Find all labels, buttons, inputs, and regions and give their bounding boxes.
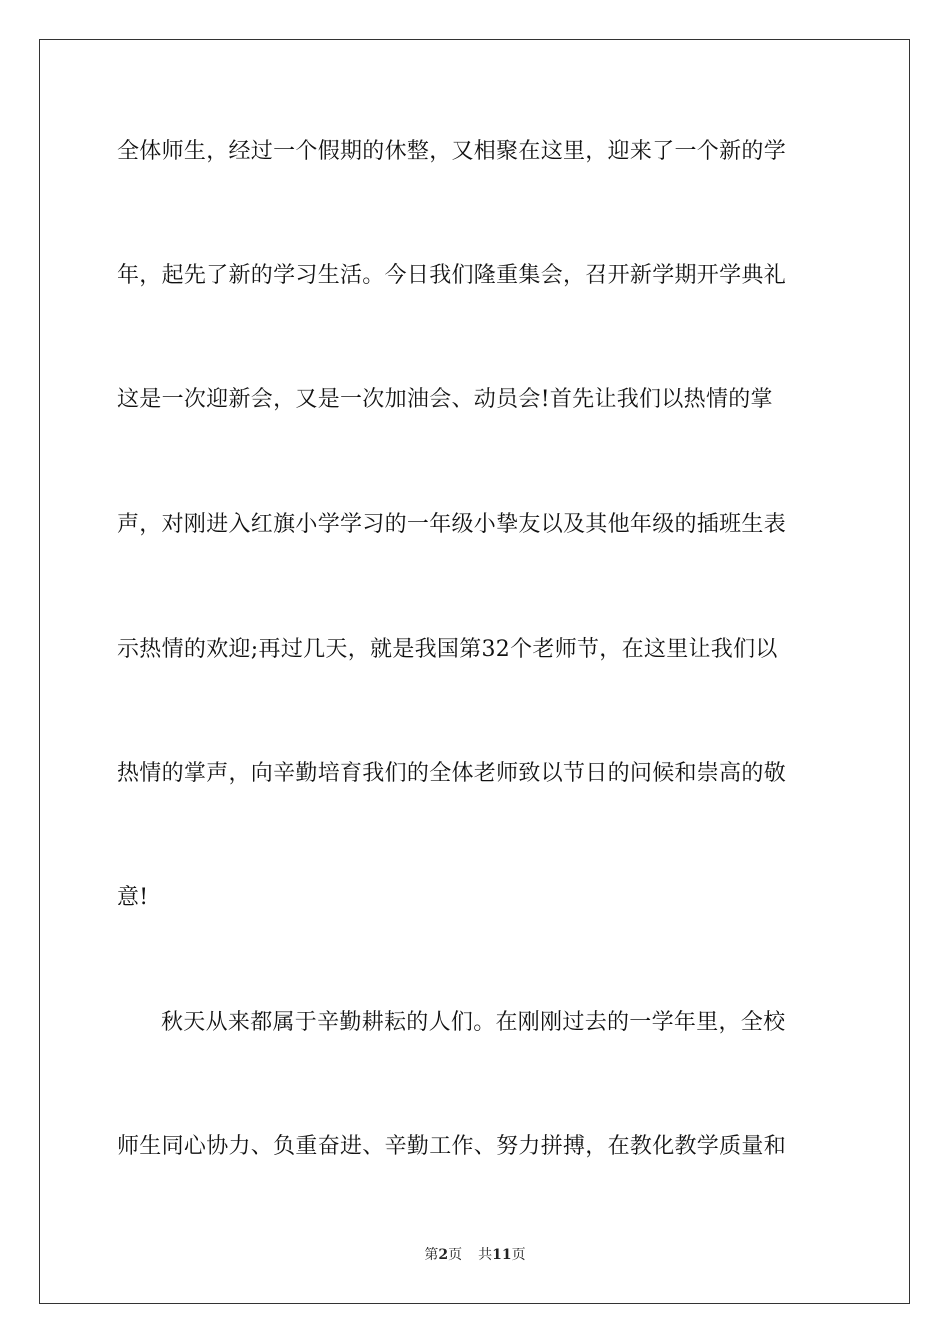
page-number: 2	[438, 1247, 449, 1263]
page-footer	[0, 1245, 950, 1265]
page-suffix: 页	[448, 1247, 463, 1263]
page-prefix: 第	[424, 1247, 439, 1263]
body-line-4: 声，对刚进入红旗小学学习的一年级小挚友以及其他年级的插班生表	[117, 512, 787, 537]
body-line-9: 师生同心协力、负重奋进、辛勤工作、努力拼搏，在教化教学质量和	[117, 1134, 787, 1159]
total-pages: 11	[492, 1247, 512, 1263]
body-line-1: 全体师生，经过一个假期的休整，又相聚在这里，迎来了一个新的学	[117, 139, 787, 164]
page-border	[39, 39, 910, 1304]
total-prefix: 共	[478, 1247, 493, 1263]
body-line-7: 意!	[117, 885, 149, 910]
body-line-6: 热情的掌声，向辛勤培育我们的全体老师致以节日的问候和崇高的敬	[117, 761, 787, 786]
body-line-5: 示热情的欢迎;再过几天，就是我国第32个老师节，在这里让我们以	[117, 637, 778, 662]
body-line-2: 年，起先了新的学习生活。今日我们隆重集会，召开新学期开学典礼	[117, 263, 787, 288]
body-line-3: 这是一次迎新会，又是一次加油会、动员会!首先让我们以热情的掌	[117, 387, 773, 412]
total-suffix: 页	[511, 1247, 526, 1263]
body-line-8: 秋天从来都属于辛勤耕耘的人们。在刚刚过去的一学年里，全校	[161, 1010, 786, 1035]
